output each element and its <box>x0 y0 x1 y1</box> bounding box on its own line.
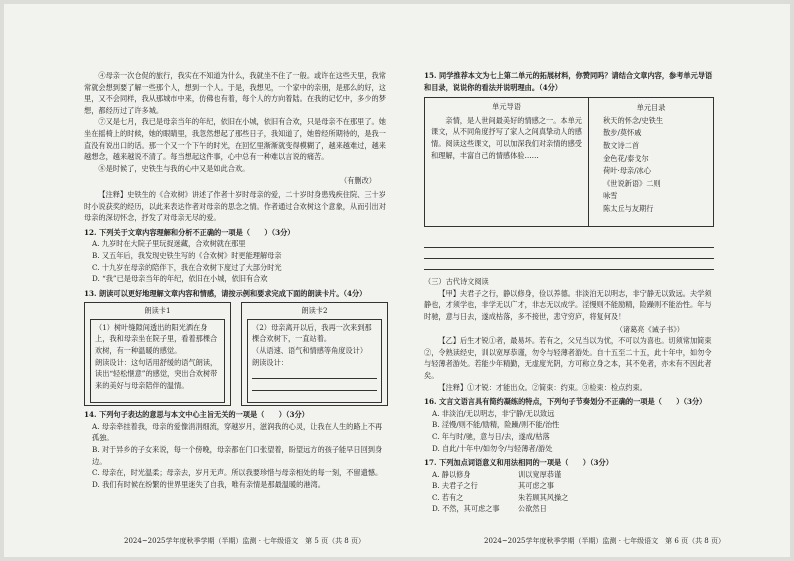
classical-text-yi: 【乙】后生才锐①者，最易坏。若有之，父兄当以为忧，不可以为喜也。切须常加简束②，令熟读经史，训以宽厚恭谨，勿令与轻薄者游处。自十五至二十五，此十年中，如勿令与轻薄者游处。若能少年精勤，无虚度光阴，方可称立身之本，其不免者，亦未有不因此者矣。 <box>424 336 712 380</box>
q17-option-d-left: D. 不然，其可虑之事 <box>432 504 500 514</box>
reading-card-2-hint: （从语速、语气和情感等角度设计） <box>252 346 368 356</box>
classical-text-jia: 【甲】夫君子之行，静以修身，俭以养德。非淡泊无以明志，非宁静无以致远。夫学须静也，才须学也，非学无以广才，非志无以成学。淫慢则不能励精，险躁则不能治性。年与时驰，意与日去，遂成枯落，多不接世，悲守穷庐，将复何及！ <box>424 288 712 321</box>
question-17: 17. 下列加点词语意义和用法相同的一项是（ ）（3分） <box>424 458 613 468</box>
reading-card-2-body <box>247 319 382 403</box>
reading-card-2-title: 朗读卡2 <box>301 306 328 316</box>
question-13: 13. 朗读可以更好地理解文章内容和情感，请按示例和要求完成下面的朗读卡片。（4分） <box>84 288 367 298</box>
reading-card-1 <box>84 302 231 406</box>
q16-option-b: B. 淫慢/则不能/励精，险躁/则不能/治性 <box>432 420 560 430</box>
contents-item: 陈太丘与友期行 <box>603 203 654 213</box>
q12-option-c: C. 十九岁在母亲的陪伴下，我在合欢树下度过了大部分时光 <box>92 262 282 272</box>
classical-text-jia-source: （诸葛亮《诫子书》） <box>615 324 684 334</box>
passage-paragraph-6: ⑧是时候了，史铁生与我的心中又是如此合欢。 <box>98 163 250 173</box>
q16-option-c: C. 年与时/驰，意与日/去，遂成/枯落 <box>432 431 550 441</box>
passage-paragraph-4: ④母亲一次仓促的旅行，我实在不知道为什么，我就坐不住了一般。或许在这些天里，我常常就会想到要了解一些那个人，想到一个人。于是，我想见，一个家中的亲朋，是那么的好，这里，又不会同样，我从那城市中来，仿佛也有着，每个人的方向着陆。在我的记忆中，多少的梦想，都经历过了许多城。 <box>84 71 386 115</box>
contents-item: 秋天的怀念/史铁生 <box>603 115 664 125</box>
page-footer-left: 2024~2025学年度秋季学期（半期）监测 · 七年级语文 第 5 页（共 8 页） <box>124 537 365 545</box>
contents-item: 《世说新语》二则 <box>603 178 661 188</box>
q17-option-a-left: A. 静以修身 <box>432 469 471 479</box>
passage-paragraph-5: ⑦又是七月，我已是母亲当年的年纪，依旧在小城，依旧有合欢，只是母亲不在那里了。她坐在摇椅上的时候，她的眼睛里，我忽然想起了那些日子，我知道了，她曾经所期待的，是我一直没有说出口的话。那一个又一个下午的时光，在回忆里渐渐就变得模糊了，越来越难过，越来越想念，越来越说不清了。每当想起这件事，心中总有一种难以言说的痛苦。 <box>84 117 386 162</box>
q17-option-d-right: 公欲然日 <box>518 504 547 514</box>
q15-answer-lines <box>424 237 714 270</box>
contents-item: 荷叶·母亲/冰心 <box>603 166 651 176</box>
question-12: 12. 下列关于文章内容理解和分析不正确的一项是（ ）（3分） <box>84 227 295 237</box>
reading-card-2-design: 朗读设计： <box>252 357 288 367</box>
passage-note: 【注释】史铁生的《合欢树》讲述了作者十岁时母亲的爱，二十岁时身患残疾住院、三十岁时小说获奖的经历，以此来表达作者对母亲的思念之情。作者通过合欢树这个意象，从而引出对母亲的深切怀念，抒发了对母亲无尽的爱。 <box>84 189 386 223</box>
question-16: 16. 文言文语言具有简约凝练的特点，下列句子节奏划分不正确的一项是（ ）（3分） <box>424 397 707 407</box>
page-footer-right: 2024~2025学年度秋季学期（半期）监测 · 七年级语文 第 6 页（共 8 页） <box>484 537 725 545</box>
unit-contents-heading: 单元目录 <box>636 103 666 113</box>
q14-option-c: C. 母亲在，时光温柔；母亲去，岁月无声。所以我要珍惜与母亲相处的每一刻，不留遗憾。 <box>92 468 383 478</box>
q17-option-b-left: B. 夫君子之行 <box>432 481 478 491</box>
q14-option-b: B. 对于异乡的子女来说，每一个傍晚，母亲都在门口张望着，盼望远方的孩子能早日回到身边。 <box>92 445 383 466</box>
unit-introduction-text: 亲情，是人世间最美好的情感之一。本单元课文，从不同角度抒写了家人之间真挚动人的感情。阅读这些课文，可以加深我们对亲情的感受和理解，丰富自己的情感体验…… <box>431 115 582 160</box>
question-14: 14. 下列句子表达的意思与本文中心主旨无关的一项是（ ）（3分） <box>84 410 309 420</box>
unit-box <box>424 97 714 227</box>
q12-option-a: A. 九岁时在大院子里玩捉迷藏，合欢树就在那里 <box>92 239 246 249</box>
reading-card-1-text: （1）树叶缝隙间透出的阳光洒在身上，我和母亲坐在院子里，看着那棵合欢树，有一种温暖的感觉。 <box>95 322 218 356</box>
reading-card-2 <box>241 302 388 406</box>
contents-item: 散步/莫怀戚 <box>603 128 642 138</box>
q17-options <box>432 469 714 515</box>
q17-option-c-left: C. 若有之 <box>432 492 464 502</box>
answer-line[interactable] <box>252 380 377 391</box>
q16-option-a: A. 非淡泊/无以明志，非宁静/无以致远 <box>432 408 555 418</box>
reading-card-1-title: 朗读卡1 <box>144 306 171 316</box>
right-page <box>424 70 714 515</box>
q12-option-d: D. “我”已是母亲当年的年纪，依旧在小城，依旧有合欢 <box>92 274 268 284</box>
contents-item: 咏雪 <box>603 191 618 201</box>
classical-text-note: 【注释】①才锐：才能出众。②简束：约束。③检束：检点约束。 <box>438 382 647 392</box>
unit-contents <box>589 98 713 226</box>
q17-option-b-right: 其可虑之事 <box>518 481 554 491</box>
q16-option-d: D. 自此/十年中/如勿令/与轻薄者/游处 <box>432 443 553 453</box>
answer-line[interactable] <box>424 259 714 270</box>
section-title: （三）古代诗文阅读 <box>424 277 489 287</box>
q14-option-d: D. 我们有时候在纷繁的世界里迷失了自我，唯有亲情是那最温暖的港湾。 <box>92 479 325 489</box>
scanned-sheet <box>4 4 790 557</box>
reading-cards <box>84 302 388 406</box>
q17-option-c-right: 朱若顾其风操之 <box>518 492 569 502</box>
answer-line[interactable] <box>424 248 714 259</box>
left-page <box>84 70 388 490</box>
contents-item: 金色花/泰戈尔 <box>603 153 649 163</box>
q17-option-a-right: 训以宽厚恭谨 <box>518 469 562 479</box>
q12-option-b: B. 又五年后，我发现史铁生写的《合欢树》时更能理解母亲 <box>92 250 282 260</box>
unit-introduction <box>425 98 589 226</box>
reading-card-1-design: 朗读设计：这句话用舒缓的语气朗读，读出“轻松惬意”的感觉，突出合欢树带来的美好与母亲陪伴的温情。 <box>95 357 218 390</box>
reading-card-1-body <box>90 319 225 403</box>
q14-option-a: A. 母亲牵挂着我，母亲的爱像涓涓细流，穿越岁月，滋润我的心灵，让我在人生的路上不再孤独。 <box>92 421 383 443</box>
reading-card-2-text: （2）母亲离开以后，我再一次来到那棵合欢树下，一直站着。 <box>252 322 372 344</box>
passage-source: （有删改） <box>340 176 376 186</box>
contents-item: 散文诗二首 <box>603 140 640 150</box>
answer-line[interactable] <box>252 368 377 379</box>
answer-line[interactable] <box>424 237 714 248</box>
unit-introduction-heading: 单元导语 <box>492 102 521 112</box>
question-15: 15. 同学推荐本文为七上第二单元的拓展材料，你赞同吗？请结合文章内容，参考单元导语和目录，说说你的看法并说明理由。（4分） <box>424 71 713 92</box>
